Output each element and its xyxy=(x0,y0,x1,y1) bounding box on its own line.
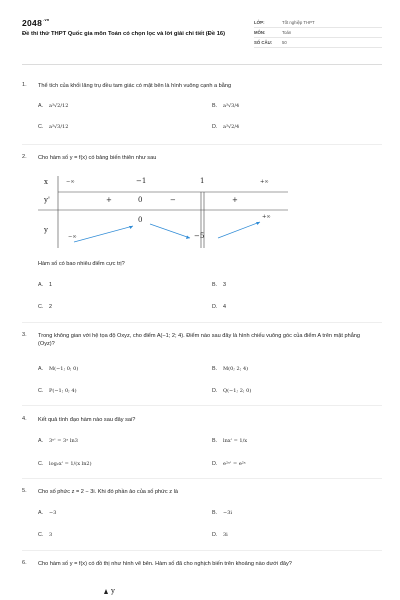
question-divider xyxy=(22,322,382,323)
question-text: Cho hàm số y = f(x) có đồ thị như hình vẽ bên. Hàm số đã cho nghịch biến trên khoảng nào dưới đây? xyxy=(38,561,292,567)
option-b[interactable]: B. −3i xyxy=(212,510,232,516)
table-x-value: −1 xyxy=(136,177,147,185)
meta-value: 50 xyxy=(282,40,287,45)
exam-meta xyxy=(254,18,382,48)
option-b[interactable]: B. lnx' = 1/x xyxy=(212,438,248,444)
option-c[interactable]: C. P(−1; 0; 4) xyxy=(38,388,77,394)
option-a[interactable]: A. 1 xyxy=(38,282,52,288)
table-x-value: +∞ xyxy=(260,179,269,185)
table-x-label: x xyxy=(44,178,48,186)
table-y-value: −∞ xyxy=(68,234,77,240)
question-number: 2. xyxy=(22,154,27,160)
table-y-label: y xyxy=(44,226,48,234)
question-text: Kết quả tính đạo hàm nào sau đây sai? xyxy=(38,417,136,423)
table-y-prime-label: y' xyxy=(44,196,50,204)
question-number: 6. xyxy=(22,560,27,566)
table-sign: + xyxy=(232,196,238,204)
option-c[interactable]: C. 3 xyxy=(38,532,53,538)
site-logo[interactable]: $2048^{.vn}$ xyxy=(22,18,50,28)
table-sign: − xyxy=(170,196,176,204)
question-divider xyxy=(22,550,382,551)
meta-row-count xyxy=(254,38,382,48)
option-a[interactable]: A. −3 xyxy=(38,510,57,516)
meta-key: MÔN: xyxy=(254,30,266,35)
option-a[interactable]: A. 3ˣ' = 3ˣ ln3 xyxy=(38,438,78,444)
option-d[interactable]: D. 3i xyxy=(212,532,228,538)
question-divider xyxy=(22,478,382,479)
header-divider xyxy=(22,64,382,65)
question-divider xyxy=(22,405,382,406)
option-d[interactable]: D. a³√2/4 xyxy=(212,124,240,130)
meta-value: Tốt nghiệp THPT xyxy=(282,20,315,25)
meta-key: SỐ CÂU: xyxy=(254,40,273,45)
question-number: 5. xyxy=(22,488,27,494)
exam-title: Đề thi thử THPT Quốc gia môn Toán có chọn lọc và lời giải chi tiết (Đề 16) xyxy=(22,31,226,37)
option-b[interactable]: B. 3 xyxy=(212,282,226,288)
meta-row-subject xyxy=(254,28,382,38)
question-number: 1. xyxy=(22,82,27,88)
option-c[interactable]: C. log₂x' = 1/(x ln2) xyxy=(38,461,92,467)
option-a[interactable]: A. a³√2/12 xyxy=(38,103,69,109)
question-text: Cho số phức z = 2 − 3i. Khi đó phần ảo của số phức z là xyxy=(38,489,178,495)
table-x-value: 1 xyxy=(200,177,205,185)
table-y-value: −5 xyxy=(194,232,205,240)
question-number: 3. xyxy=(22,332,27,338)
question-text: Cho hàm số y = f(x) có bảng biến thiên như sau xyxy=(38,155,157,161)
y-axis-arrow-icon xyxy=(103,588,109,596)
table-sign: + xyxy=(106,196,112,204)
graph-y-label: y xyxy=(111,587,115,595)
meta-value: Toán xyxy=(282,30,292,35)
table-sign: 0 xyxy=(138,196,143,204)
meta-row-class xyxy=(254,18,382,28)
table-y-value: +∞ xyxy=(262,214,271,220)
question-divider xyxy=(22,144,382,145)
option-b[interactable]: B. a³√3/4 xyxy=(212,103,240,109)
option-c[interactable]: C. a³√3/12 xyxy=(38,124,69,130)
option-d[interactable]: D. 4 xyxy=(212,304,226,310)
question-subtext: Hàm số có bao nhiêu điểm cực trị? xyxy=(38,261,125,267)
question-number: 4. xyxy=(22,416,27,422)
question-text: Thể tích của khối lăng trụ đều tam giác có mặt bên là hình vuông cạnh a bằng xyxy=(38,83,232,89)
option-b[interactable]: B. M(0; 2; 4) xyxy=(212,366,249,372)
meta-key: LỚP: xyxy=(254,20,265,25)
question-text: Trong không gian với hệ tọa độ Oxyz, cho điểm A(−1; 2; 4). Điểm nào sau đây là hình chiếu vuông góc của điểm A trên mặt phẳng (Oyz)? xyxy=(38,333,361,348)
table-y-value: 0 xyxy=(138,216,143,224)
option-d[interactable]: D. Q(−1; 2; 0) xyxy=(212,388,252,394)
option-c[interactable]: C. 2 xyxy=(38,304,52,310)
variation-table xyxy=(38,172,288,248)
table-x-value: −∞ xyxy=(66,179,75,185)
option-a[interactable]: A. M(−1; 0; 0) xyxy=(38,366,79,372)
option-d[interactable]: D. e²ˣ' = e²ˣ xyxy=(212,461,246,467)
